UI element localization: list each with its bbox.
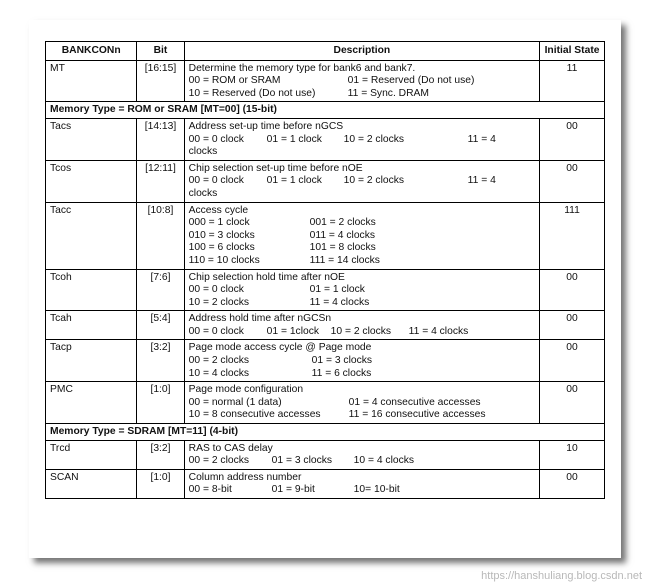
field-bit: [5:4]: [137, 311, 184, 340]
field-initial-state: 00: [540, 382, 605, 424]
section-row: [46, 102, 605, 119]
field-initial-state: 00: [540, 311, 605, 340]
option: 01 = 1 clock: [309, 284, 365, 296]
option: 11 = 16 consecutive accesses: [348, 409, 486, 421]
header-row: [46, 42, 605, 61]
header-bankconn: BANKCONn: [46, 42, 137, 61]
field-name: Tacc: [46, 202, 137, 269]
field-bit: [3:2]: [137, 340, 184, 382]
field-description: [184, 311, 539, 340]
field-description: [184, 60, 539, 102]
field-name: MT: [46, 60, 137, 102]
field-initial-state: 00: [540, 269, 605, 311]
option: 00 = 0 clock: [188, 133, 244, 145]
field-name: Tcos: [46, 160, 137, 202]
description-title: Determine the memory type for bank6 and bank7.: [188, 62, 416, 74]
option: 10 = 8 consecutive accesses: [188, 409, 321, 421]
field-bit: [16:15]: [137, 60, 184, 102]
option: 01 = 1 clock: [266, 133, 322, 145]
option: 00 = 0 clock: [188, 284, 244, 296]
header-description: Description: [184, 42, 539, 61]
table-row: [46, 469, 605, 498]
option: 00 = 0 clock: [188, 325, 244, 337]
field-initial-state: 00: [540, 118, 605, 160]
description-title: Access cycle: [188, 204, 249, 216]
field-bit: [14:13]: [137, 118, 184, 160]
option: 01 = Reserved (Do not use): [347, 75, 475, 87]
field-description: [184, 118, 539, 160]
option: 010 = 3 clocks: [188, 229, 255, 241]
field-description: [184, 382, 539, 424]
table-row: [46, 202, 605, 269]
field-initial-state: 11: [540, 60, 605, 102]
field-initial-state: 00: [540, 469, 605, 498]
option: 000 = 1 clock: [188, 217, 250, 229]
option: 01 = 4 consecutive accesses: [348, 396, 481, 408]
option: 101 = 8 clocks: [309, 242, 376, 254]
field-initial-state: 10: [540, 440, 605, 469]
field-bit: [1:0]: [137, 469, 184, 498]
option: 01 = 3 clocks: [271, 455, 333, 467]
option: 00 = 0 clock: [188, 175, 244, 187]
table-row: [46, 160, 605, 202]
description-title: Chip selection hold time after nOE: [188, 271, 345, 283]
description-title: Page mode configuration: [188, 384, 304, 396]
field-name: SCAN: [46, 469, 137, 498]
section-heading: Memory Type = ROM or SRAM [MT=00] (15-bit): [46, 102, 605, 119]
option: 001 = 2 clocks: [309, 217, 376, 229]
field-description: [184, 269, 539, 311]
option: 01 = 3 clocks: [311, 355, 373, 367]
option: 11 = 4: [467, 133, 496, 145]
field-name: Tacp: [46, 340, 137, 382]
field-name: Trcd: [46, 440, 137, 469]
option: 10 = 4 clocks: [188, 367, 250, 379]
field-bit: [7:6]: [137, 269, 184, 311]
field-initial-state: 00: [540, 340, 605, 382]
field-name: Tacs: [46, 118, 137, 160]
field-name: Tcah: [46, 311, 137, 340]
table-row: [46, 382, 605, 424]
register-table: [45, 41, 605, 499]
description-title: RAS to CAS delay: [188, 442, 273, 454]
option: 11 = 6 clocks: [311, 367, 372, 379]
header-bit: Bit: [137, 42, 184, 61]
description-title: Page mode access cycle @ Page mode: [188, 342, 372, 354]
description-title: Address set-up time before nGCS: [188, 120, 344, 132]
table-row: [46, 118, 605, 160]
option: 01 = 1clock: [266, 325, 320, 337]
option: 10 = 2 clocks: [188, 296, 250, 308]
field-description: [184, 202, 539, 269]
field-description: [184, 160, 539, 202]
option: 11 = 4: [467, 175, 496, 187]
field-name: Tcoh: [46, 269, 137, 311]
description-title: Address hold time after nGCSn: [188, 313, 332, 325]
option: 01 = 9-bit: [271, 484, 315, 496]
option: clocks: [188, 187, 218, 199]
table-row: [46, 311, 605, 340]
watermark: https://hanshuliang.blog.csdn.net: [481, 570, 642, 582]
option: 011 = 4 clocks: [309, 229, 375, 241]
field-description: [184, 469, 539, 498]
option: 10= 10-bit: [353, 484, 400, 496]
option: 00 = 2 clocks: [188, 455, 250, 467]
description-title: Chip selection set-up time before nOE: [188, 162, 363, 174]
field-bit: [10:8]: [137, 202, 184, 269]
table-row: [46, 60, 605, 102]
field-name: PMC: [46, 382, 137, 424]
option: 10 = 2 clocks: [343, 133, 405, 145]
field-initial-state: 00: [540, 160, 605, 202]
table-row: [46, 340, 605, 382]
table-row: [46, 440, 605, 469]
option: 10 = 2 clocks: [330, 325, 392, 337]
option: 00 = ROM or SRAM: [188, 75, 281, 87]
field-initial-state: 111: [540, 202, 605, 269]
header-initial-state: Initial State: [540, 42, 605, 61]
option: 11 = 4 clocks: [309, 296, 370, 308]
option: 10 = Reserved (Do not use): [188, 87, 316, 99]
description-title: Column address number: [188, 471, 302, 483]
field-bit: [1:0]: [137, 382, 184, 424]
option: 10 = 4 clocks: [353, 455, 415, 467]
option: 00 = 2 clocks: [188, 355, 250, 367]
field-description: [184, 340, 539, 382]
option: 00 = normal (1 data): [188, 396, 282, 408]
option: 110 = 10 clocks: [188, 254, 260, 266]
option: 00 = 8-bit: [188, 484, 232, 496]
field-bit: [3:2]: [137, 440, 184, 469]
field-bit: [12:11]: [137, 160, 184, 202]
option: clocks: [188, 146, 218, 158]
option: 11 = 4 clocks: [408, 325, 469, 337]
field-description: [184, 440, 539, 469]
table-row: [46, 269, 605, 311]
section-heading: Memory Type = SDRAM [MT=11] (4-bit): [46, 424, 605, 441]
option: 100 = 6 clocks: [188, 242, 255, 254]
document-page: [29, 20, 621, 558]
option: 11 = Sync. DRAM: [347, 87, 429, 99]
section-row: [46, 424, 605, 441]
option: 01 = 1 clock: [266, 175, 322, 187]
option: 111 = 14 clocks: [309, 254, 380, 266]
option: 10 = 2 clocks: [343, 175, 405, 187]
